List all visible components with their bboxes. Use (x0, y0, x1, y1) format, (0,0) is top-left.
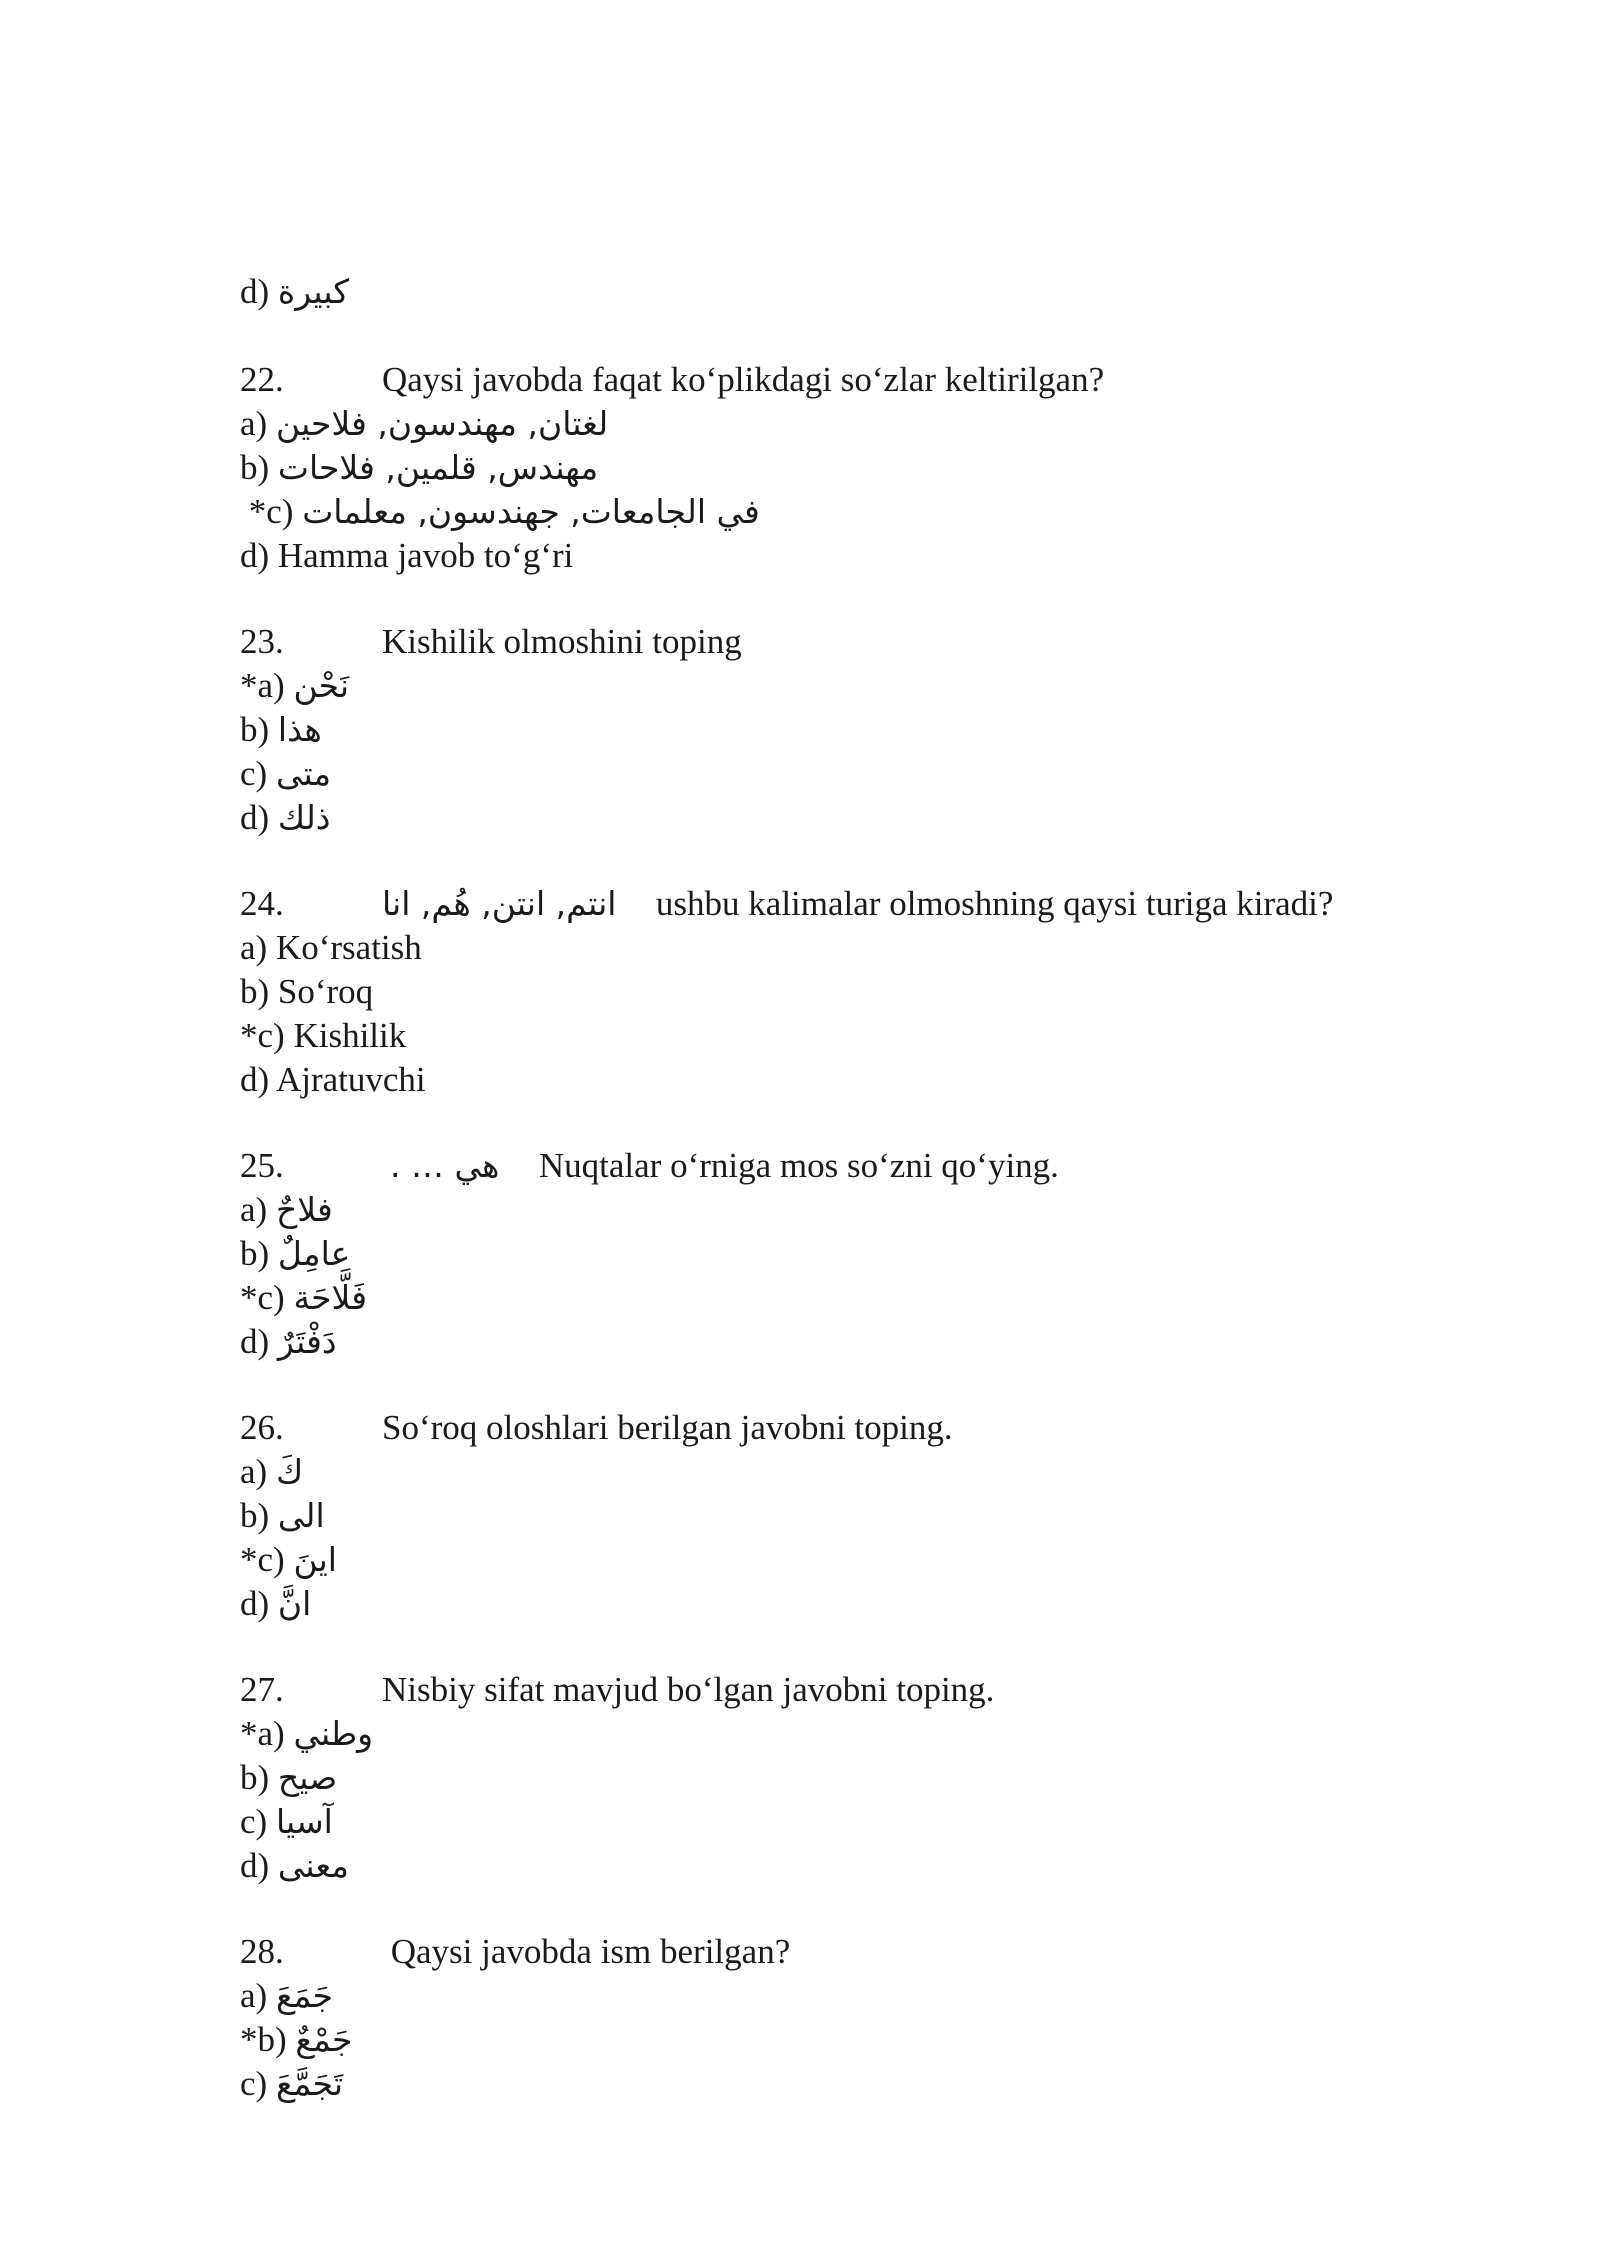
option-marker: b) (240, 1496, 270, 1535)
option-text: Kishilik (293, 1016, 407, 1055)
option-marker: *c) (240, 1540, 285, 1579)
question-number: 27. (240, 1670, 284, 1709)
option-marker: b) (240, 448, 270, 487)
option-line (240, 1188, 333, 1232)
option-marker: *b) (240, 2020, 287, 2059)
option-line (240, 926, 422, 970)
question-line (240, 358, 1105, 402)
option-text: So‘roq (277, 972, 374, 1011)
option-text: جَمَعَ (275, 1976, 333, 2015)
question-text: ushbu kalimalar olmoshning qaysi turiga kiradi? (655, 884, 1334, 923)
option-marker: c) (240, 2064, 268, 2103)
option-line (240, 1712, 373, 1756)
option-marker: a) (240, 1976, 268, 2015)
option-line (240, 402, 608, 446)
option-text: متى (275, 754, 332, 793)
option-line (240, 664, 349, 708)
option-text: كَ (275, 1452, 304, 1491)
question-number: 26. (240, 1408, 284, 1447)
option-line (240, 1320, 337, 1364)
option-text: كبيرة (277, 272, 350, 311)
option-marker: *c) (240, 1016, 285, 1055)
option-marker: a) (240, 1452, 268, 1491)
option-marker: c) (240, 1802, 268, 1841)
question-line (240, 1406, 953, 1450)
option-marker: d) (240, 1846, 270, 1885)
option-text: Ajratuvchi (275, 1060, 426, 1099)
option-line (240, 1014, 406, 1058)
option-line (240, 490, 760, 534)
option-text: صيح (277, 1758, 338, 1797)
option-text: مهندس, قلمين, فلاحات (277, 448, 599, 487)
option-marker: b) (240, 1758, 270, 1797)
option-line (240, 1844, 349, 1888)
question-text: So‘roq oloshlari berilgan javobni toping. (382, 1408, 953, 1447)
option-text: وطني (293, 1714, 374, 1753)
option-marker: *c) (240, 492, 294, 531)
option-line (240, 796, 330, 840)
question-text: Kishilik olmoshini toping (382, 622, 742, 661)
option-line (240, 1800, 333, 1844)
question-line (240, 1668, 995, 1712)
option-line (240, 1058, 426, 1102)
option-text: الى (277, 1496, 325, 1535)
option-line (240, 970, 373, 1014)
option-marker: *a) (240, 1714, 285, 1753)
question-number: 28. (240, 1932, 284, 1971)
option-text: دَفْتَرٌ (277, 1322, 337, 1361)
option-text: عامِلٌ (277, 1234, 351, 1273)
option-text: اينَ (293, 1540, 337, 1579)
question-line (240, 1930, 791, 1974)
option-text: ذلك (277, 798, 331, 837)
option-text: انَّ (277, 1584, 312, 1623)
question-line (240, 620, 742, 664)
question-arabic-prefix: انتم, انتن, هُم, انا (382, 884, 617, 923)
option-text: جَمْعٌ (295, 2020, 353, 2059)
option-text: هذا (277, 710, 322, 749)
question-number: 25. (240, 1146, 284, 1185)
option-text: فَلَّاحَة (293, 1278, 368, 1317)
option-line (240, 270, 349, 314)
option-text: Hamma javob to‘g‘ri (277, 536, 574, 575)
option-line (240, 1276, 367, 1320)
option-text: فلاحٌ (275, 1190, 333, 1229)
option-line (240, 2018, 352, 2062)
option-line (240, 1232, 350, 1276)
question-text-wrapper (382, 882, 1333, 926)
question-number: 23. (240, 622, 284, 661)
option-line (240, 1974, 333, 2018)
option-line (240, 708, 322, 752)
option-marker: b) (240, 710, 270, 749)
option-marker: d) (240, 1060, 270, 1099)
option-text: تَجَمَّعَ (275, 2064, 344, 2103)
question-number: 22. (240, 360, 284, 399)
option-line (240, 1538, 337, 1582)
option-marker: a) (240, 1190, 268, 1229)
option-line (240, 446, 598, 490)
option-line (240, 1494, 325, 1538)
question-text: Nuqtalar o‘rniga mos so‘zni qo‘ying. (538, 1146, 1059, 1185)
option-marker: d) (240, 536, 270, 575)
question-arabic-prefix: هي … . (390, 1146, 500, 1185)
question-line (240, 1144, 1059, 1188)
question-text: Qaysi javobda faqat ko‘plikdagi so‘zlar keltirilgan? (382, 360, 1105, 399)
option-line (240, 1756, 337, 1800)
option-marker: d) (240, 1584, 270, 1623)
option-marker: c) (240, 754, 268, 793)
option-marker: b) (240, 972, 270, 1011)
option-line (240, 534, 573, 578)
question-text-wrapper (390, 1144, 1059, 1188)
option-text: نَحْن (293, 666, 350, 705)
option-text: آسيا (275, 1802, 333, 1841)
option-marker: b) (240, 1234, 270, 1273)
option-marker: *c) (240, 1278, 285, 1317)
option-marker: a) (240, 928, 268, 967)
question-text: Nisbiy sifat mavjud bo‘lgan javobni toping. (382, 1670, 995, 1709)
option-marker: d) (240, 272, 270, 311)
option-marker: d) (240, 1322, 270, 1361)
option-text: لغتان, مهندسون, فلاحين (275, 404, 609, 443)
option-marker: d) (240, 798, 270, 837)
question-line (240, 882, 1334, 926)
question-number: 24. (240, 884, 284, 923)
option-text: معنى (277, 1846, 349, 1885)
option-line (240, 1582, 311, 1626)
option-line (240, 1450, 303, 1494)
option-line (240, 2062, 343, 2106)
option-text: في الجامعات, جهندسون, معلمات (302, 492, 760, 531)
question-text: Qaysi javobda ism berilgan? (382, 1932, 791, 1971)
option-text: Ko‘rsatish (275, 928, 422, 967)
option-marker: a) (240, 404, 268, 443)
option-line (240, 752, 331, 796)
option-marker: *a) (240, 666, 285, 705)
